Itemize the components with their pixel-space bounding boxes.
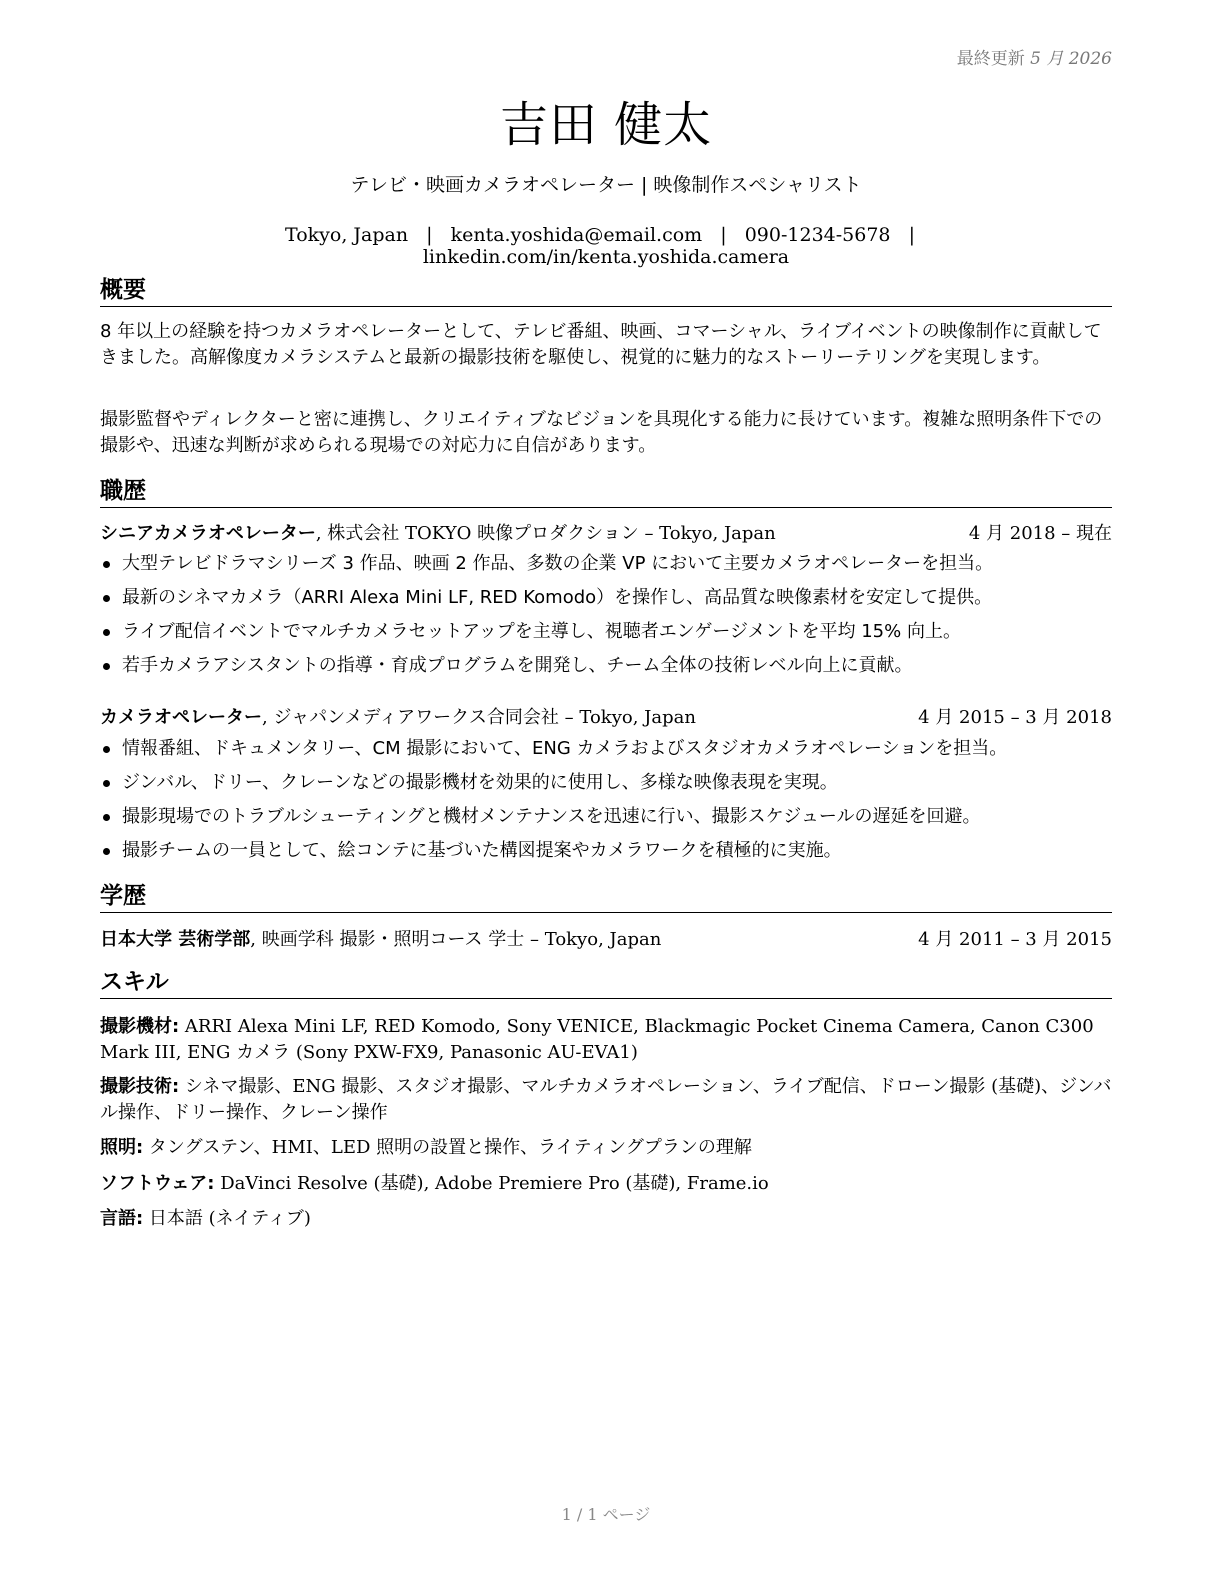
list-item: 若手カメラアシスタントの指導・育成プログラムを開発し、チーム全体の技術レベル向上に貢献。 xyxy=(100,653,1112,687)
education-entry xyxy=(100,927,1112,953)
list-item: 撮影現場でのトラブルシューティングと機材メンテナンスを迅速に行い、撮影スケジュールの遅延を回避。 xyxy=(100,804,1112,838)
skill-row xyxy=(100,1171,1112,1197)
job-role: カメラオペレーター xyxy=(100,707,262,728)
skill-value: ARRI Alexa Mini LF, RED Komodo, Sony VENICE, Blackmagic Pocket Cinema Camera, Canon C300 Mark III, ENG カメラ (Sony PXW-FX9, Panasonic AU-EVA1) xyxy=(100,1016,1094,1063)
list-item: ジンバル、ドリー、クレーンなどの撮影機材を効果的に使用し、多様な映像表現を実現。 xyxy=(100,770,1112,804)
skill-row xyxy=(100,1135,1112,1161)
skill-value: 日本語 (ネイティブ) xyxy=(143,1208,311,1229)
section-title-skills: スキル xyxy=(100,968,1112,999)
contact-separator: | xyxy=(720,224,727,246)
list-item: 情報番組、ドキュメンタリー、CM 撮影において、ENG カメラおよびスタジオカメラオペレーションを担当。 xyxy=(100,736,1112,770)
list-item: 大型テレビドラマシリーズ 3 作品、映画 2 作品、多数の企業 VP において主要カメラオペレーターを担当。 xyxy=(100,551,1112,585)
job-header xyxy=(100,705,1112,731)
skill-row xyxy=(100,1206,1112,1232)
contact-separator: | xyxy=(426,224,433,246)
job-bullets xyxy=(100,736,1112,872)
contact-location: Tokyo, Japan xyxy=(285,224,409,246)
job-dates: 4 月 2015 – 3 月 2018 xyxy=(918,707,1112,728)
last-updated-value: 5 月 2026 xyxy=(1030,49,1112,69)
job-role: シニアカメラオペレーター xyxy=(100,523,316,544)
contact-phone[interactable]: 090-1234-5678 xyxy=(744,224,891,246)
section-title-summary: 概要 xyxy=(100,276,1112,307)
contact-line xyxy=(100,224,1112,268)
education-dates: 4 月 2011 – 3 月 2015 xyxy=(918,929,1112,950)
contact-separator: | xyxy=(908,224,915,246)
candidate-name: 吉田 健太 xyxy=(499,97,713,153)
skill-row xyxy=(100,1014,1112,1066)
skill-row xyxy=(100,1074,1112,1126)
job-company: , ジャパンメディアワークス合同会社 – Tokyo, Japan xyxy=(262,707,696,728)
section-title-experience: 職歴 xyxy=(100,477,1112,508)
education-detail: , 映画学科 撮影・照明コース 学士 – Tokyo, Japan xyxy=(250,929,662,950)
section-title-education: 学歴 xyxy=(100,882,1112,913)
skill-value: シネマ撮影、ENG 撮影、スタジオ撮影、マルチカメラオペレーション、ライブ配信、ドローン撮影 (基礎)、ジンバル操作、ドリー操作、クレーン操作 xyxy=(100,1076,1112,1123)
last-updated-label: 最終更新 xyxy=(956,49,1025,69)
list-item: ライブ配信イベントでマルチカメラセットアップを主導し、視聴者エンゲージメントを平均 15% 向上。 xyxy=(100,619,1112,653)
skill-label: 言語: xyxy=(100,1208,144,1229)
skill-label: 撮影技術: xyxy=(100,1076,180,1097)
summary-paragraph-1: 8 年以上の経験を持つカメラオペレーターとして、テレビ番組、映画、コマーシャル、ライブイベントの映像制作に貢献してきました。高解像度カメラシステムと最新の撮影技術を駆使し、視覚的に魅力的なストーリーテリングを実現します。 xyxy=(100,321,1102,368)
contact-email[interactable]: kenta.yoshida@email.com xyxy=(450,224,703,246)
page-indicator: 1 / 1 ページ xyxy=(561,1505,651,1524)
candidate-subtitle: テレビ・映画カメラオペレーター | 映像制作スペシャリスト xyxy=(350,174,862,196)
job-header xyxy=(100,521,1112,547)
skill-label: ソフトウェア: xyxy=(100,1173,215,1194)
skill-value: DaVinci Resolve (基礎), Adobe Premiere Pro (基礎), Frame.io xyxy=(214,1173,769,1194)
job-dates: 4 月 2018 – 現在 xyxy=(968,523,1112,544)
list-item: 撮影チームの一員として、絵コンテに基づいた構図提案やカメラワークを積極的に実施。 xyxy=(100,838,1112,872)
contact-linkedin[interactable]: linkedin.com/in/kenta.yoshida.camera xyxy=(422,246,790,268)
skill-value: タングステン、HMI、LED 照明の設置と操作、ライティングプランの理解 xyxy=(143,1137,752,1158)
job-bullets xyxy=(100,551,1112,687)
last-updated xyxy=(957,44,1112,69)
job-company: , 株式会社 TOKYO 映像プロダクション – Tokyo, Japan xyxy=(315,523,776,544)
summary-paragraph-2: 撮影監督やディレクターと密に連携し、クリエイティブなビジョンを具現化する能力に長けています。複雑な照明条件下での撮影や、迅速な判断が求められる現場での対応力に自信があります。 xyxy=(100,409,1103,456)
skill-label: 撮影機材: xyxy=(100,1016,180,1037)
resume-page xyxy=(100,0,1112,1584)
education-school: 日本大学 芸術学部 xyxy=(100,929,251,950)
skill-label: 照明: xyxy=(100,1137,144,1158)
list-item: 最新のシネマカメラ（ARRI Alexa Mini LF, RED Komodo）を操作し、高品質な映像素材を安定して提供。 xyxy=(100,585,1112,619)
